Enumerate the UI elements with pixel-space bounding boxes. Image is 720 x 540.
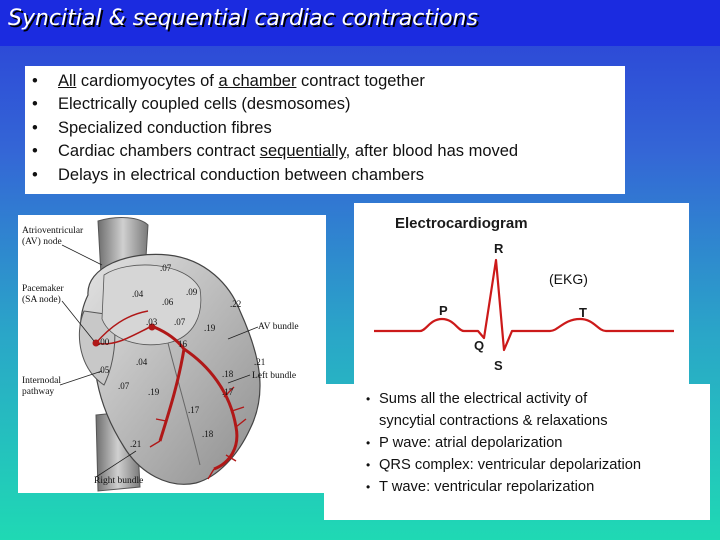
bullet-item: • Sums all the electrical activity of xyxy=(366,388,710,410)
timing-label: 16 xyxy=(178,339,187,349)
atria-outline xyxy=(102,265,201,345)
bullet-list-top xyxy=(29,70,625,187)
heart-illustration xyxy=(18,215,326,493)
bullet-text: contract together xyxy=(296,72,425,90)
r-wave-label: R xyxy=(494,241,504,256)
s-wave-label: S xyxy=(494,358,503,373)
av-node-label: Atrioventricular xyxy=(22,226,84,236)
timing-label: .22 xyxy=(230,299,242,309)
timing-label: .07 xyxy=(160,263,172,273)
underlined-all: All xyxy=(58,72,77,90)
timing-label: .05 xyxy=(98,365,110,375)
timing-label: .04 xyxy=(132,289,144,299)
bullet-item xyxy=(29,140,625,163)
timing-label: .18 xyxy=(202,429,214,439)
bullet-item: • P wave: atrial depolarization xyxy=(366,432,710,454)
ekg-abbrev: (EKG) xyxy=(549,271,588,287)
timing-label: .17 xyxy=(222,387,234,397)
timing-label: .19 xyxy=(204,323,216,333)
pacemaker-label: Pacemaker xyxy=(22,284,64,294)
internodal-label: Internodal xyxy=(22,376,62,386)
bullet-item: • Specialized conduction fibres xyxy=(29,117,625,140)
bullet-item-continuation: syncytial contractions & relaxations xyxy=(379,413,608,429)
ekg-panel xyxy=(354,203,689,385)
timing-label: .21 xyxy=(254,357,266,367)
timing-label: .07 xyxy=(118,381,130,391)
q-wave-label: Q xyxy=(474,338,485,353)
t-wave-label: T xyxy=(579,305,587,320)
heart-conduction-diagram xyxy=(18,215,326,493)
title-bar xyxy=(0,0,720,46)
timing-label: .17 xyxy=(188,405,200,415)
timing-label: .21 xyxy=(130,439,142,449)
right-bundle-label: Right bundle xyxy=(94,476,144,486)
bullet-text: , after blood has moved xyxy=(345,142,519,161)
bullet-item: • QRS complex: ventricular depolarization xyxy=(366,454,710,476)
av-node-label: (AV) node xyxy=(22,237,62,247)
underlined-chamber: a chamber xyxy=(218,72,297,90)
timing-label: .19 xyxy=(148,387,160,397)
timing-label: .06 xyxy=(162,297,174,307)
bullet-item: • T wave: ventricular repolarization xyxy=(366,476,710,498)
bullet-box-bottom xyxy=(324,384,710,520)
av-bundle-label: AV bundle xyxy=(258,322,299,332)
internodal-label: pathway xyxy=(22,387,55,397)
bullet-item: • Electrically coupled cells (desmosomes) xyxy=(29,93,625,116)
timing-label: .00 xyxy=(98,337,110,347)
ekg-title: Electrocardiogram xyxy=(395,215,528,232)
left-bundle-label: Left bundle xyxy=(252,371,297,381)
timing-label: .07 xyxy=(174,317,186,327)
slide-title: Syncitial & sequential cardiac contractions xyxy=(8,6,478,31)
bullet-text: Cardiac chambers contract xyxy=(58,142,260,161)
timing-label: .09 xyxy=(186,287,198,297)
bullet-list-bottom xyxy=(366,388,710,498)
bullet-item: • Delays in electrical conduction between chambers xyxy=(29,164,625,187)
underlined-sequentially: sequentially xyxy=(259,142,346,161)
ekg-illustration xyxy=(354,203,689,385)
timing-label: .03 xyxy=(146,317,158,327)
timing-label: .18 xyxy=(222,369,234,379)
timing-label: .04 xyxy=(136,357,148,367)
ekg-trace xyxy=(374,260,674,350)
p-wave-label: P xyxy=(439,303,448,318)
pacemaker-label: (SA node) xyxy=(22,295,61,305)
bullet-item xyxy=(29,70,625,93)
bullet-box-top xyxy=(25,66,625,194)
bullet-text: cardiomyocytes of xyxy=(76,72,219,90)
ekg-wave-labels xyxy=(439,241,587,373)
